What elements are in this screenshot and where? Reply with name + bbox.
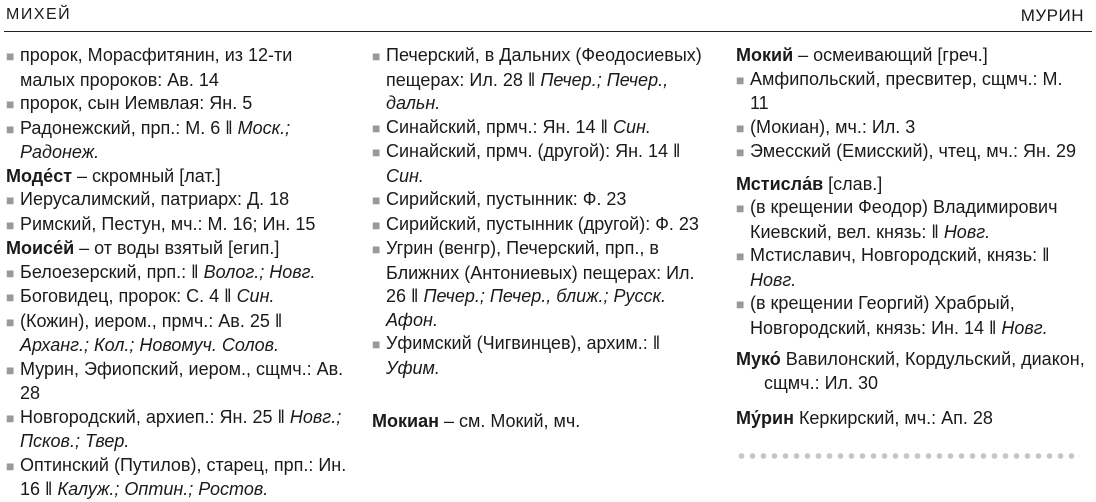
bullet-icon: ■ <box>372 216 381 233</box>
headword: Муко́ <box>736 349 781 369</box>
list-item: ■ (в крещении Феодор) Владимирович Киевский, вел. князь: ‖ Новг. <box>736 197 1058 242</box>
bullet-icon: ■ <box>736 248 745 264</box>
column-1 <box>6 44 352 502</box>
bullet-icon: ■ <box>6 96 15 112</box>
list-item: ■ Угрин (венгр), Печерский, прп., в Ближних (Антониевых) пещерах: Ил. 26 ‖ Печер.; Печер., ближ.; Русск. Афон. <box>372 238 695 330</box>
headword-meaning: – скромный [лат.] <box>72 165 221 186</box>
list-item: ■ Синайский, прмч. (другой): Ян. 14 ‖ Син. <box>372 141 681 186</box>
list-item: ■ Боговидец, пророк: С. 4 ‖ Син. <box>6 285 352 310</box>
bullet-icon: ■ <box>6 192 15 208</box>
bullet-icon: ■ <box>6 409 15 426</box>
bullet-icon: ■ <box>372 48 381 64</box>
bullet-icon: ■ <box>6 120 15 137</box>
headword-entry <box>6 165 352 189</box>
running-header <box>0 0 1096 32</box>
headword: Мокиан <box>372 411 439 431</box>
bullet-icon: ■ <box>372 336 381 352</box>
bullet-icon: ■ <box>372 192 381 208</box>
list-item: ■ пророк, Морасфитянин, из 12-ти малых пророков: Ав. 14 <box>6 45 293 90</box>
column-2 <box>372 44 716 434</box>
running-header-left: МИХЕЙ <box>6 6 72 23</box>
list-item: ■ Синайский, прмч.: Ян. 14 ‖ Син. <box>372 116 716 141</box>
bullet-icon: ■ <box>736 296 745 312</box>
bullet-icon: ■ <box>372 119 381 136</box>
list-item: ■ Уфимский (Чигвинцев), архим.: ‖ Уфим. <box>372 333 661 378</box>
bullet-icon: ■ <box>736 144 745 160</box>
list-item: ■ (Мокиан), мч.: Ил. 3 <box>736 116 1086 141</box>
headword-entry <box>736 348 1086 395</box>
list-item: ■ Амфипольский, пресвитер, сщмч.: М. 11 <box>736 68 1063 113</box>
headword: Му́рин <box>736 408 794 428</box>
bullet-icon: ■ <box>6 289 15 305</box>
bullet-icon: ■ <box>6 457 15 474</box>
list-item: ■ Мурин, Эфиопский, иером., сщмч.: Ав. 28 <box>6 358 344 403</box>
list-item: ■ Радонежский, прп.: М. 6 ‖ Моск.; Радонеж. <box>6 117 291 162</box>
list-item: ■ Печерский, в Дальних (Феодосиевых) пещерах: Ил. 28 ‖ Печер.; Печер., дальн. <box>372 45 702 113</box>
headword: Моде́ст <box>6 165 73 186</box>
headword-description: Керкирский, мч.: Ап. 28 <box>793 408 993 428</box>
bullet-icon: ■ <box>6 313 15 330</box>
headword: Мокий <box>736 45 794 65</box>
bullet-icon: ■ <box>736 200 745 216</box>
headword-meaning: [слав.] <box>823 173 883 194</box>
headword-entry <box>736 173 1086 197</box>
bullet-icon: ■ <box>372 144 381 160</box>
bullet-icon: ■ <box>6 361 15 378</box>
bullet-icon: ■ <box>6 216 15 233</box>
headword: Моисе́й <box>6 238 75 258</box>
bullet-icon: ■ <box>372 241 381 257</box>
bullet-icon: ■ <box>736 71 745 88</box>
bullet-icon: ■ <box>6 264 15 281</box>
list-item: ■ Иерусалимский, патриарх: Д. 18 <box>6 188 352 213</box>
headword: Мстисла́в <box>736 173 824 194</box>
headword-meaning: – осмеивающий [греч.] <box>793 45 988 65</box>
list-item: ■ Эмесский (Емисский), чтец, мч.: Ян. 29 <box>736 140 1086 165</box>
headword-entry <box>736 44 1086 68</box>
list-item: ■ Мстиславич, Новгородский, князь: ‖ Новг. <box>736 245 1050 290</box>
column-3 <box>736 44 1086 431</box>
bullet-icon: ■ <box>736 119 745 136</box>
list-item: ■ пророк, сын Иемвлая: Ян. 5 <box>6 92 352 117</box>
list-item: ■ Римский, Пестун, мч.: М. 16; Ин. 15 <box>6 213 352 238</box>
list-item: ■ Сирийский, пустынник (другой): Ф. 23 <box>372 213 716 238</box>
list-item: ■ Белоезерский, прп.: ‖ Волог.; Новг. <box>6 261 352 286</box>
list-item: ■ (Кожин), иером., прмч.: Ав. 25 ‖ Арханг.; Кол.; Новомуч. Солов. <box>6 310 283 355</box>
list-item: ■ Новгородский, архиеп.: Ян. 25 ‖ Новг.; Псков.; Твер. <box>6 406 342 451</box>
running-header-right: МУРИН <box>1020 6 1084 25</box>
headword-meaning: – от воды взятый [егип.] <box>74 238 280 258</box>
headword-entry <box>372 410 716 434</box>
list-item: ■ (в крещении Георгий) Храбрый, Новгородский, князь: Ин. 14 ‖ Новг. <box>736 293 1048 338</box>
dotted-separator <box>736 452 1080 460</box>
bullet-icon: ■ <box>6 48 15 64</box>
list-item: ■ Сирийский, пустынник: Ф. 23 <box>372 188 716 213</box>
cross-reference: – см. Мокий, мч. <box>438 411 581 431</box>
headword-entry <box>736 407 1086 431</box>
list-item: ■ Оптинский (Путилов), старец, прп.: Ин. 16 ‖ Калуж.; Оптин.; Ростов. <box>6 454 347 499</box>
header-rule <box>4 31 1092 32</box>
headword-entry <box>6 237 352 261</box>
headword-description: Вавилонский, Кордульский, диакон, сщмч.: Ил. 30 <box>764 349 1085 393</box>
